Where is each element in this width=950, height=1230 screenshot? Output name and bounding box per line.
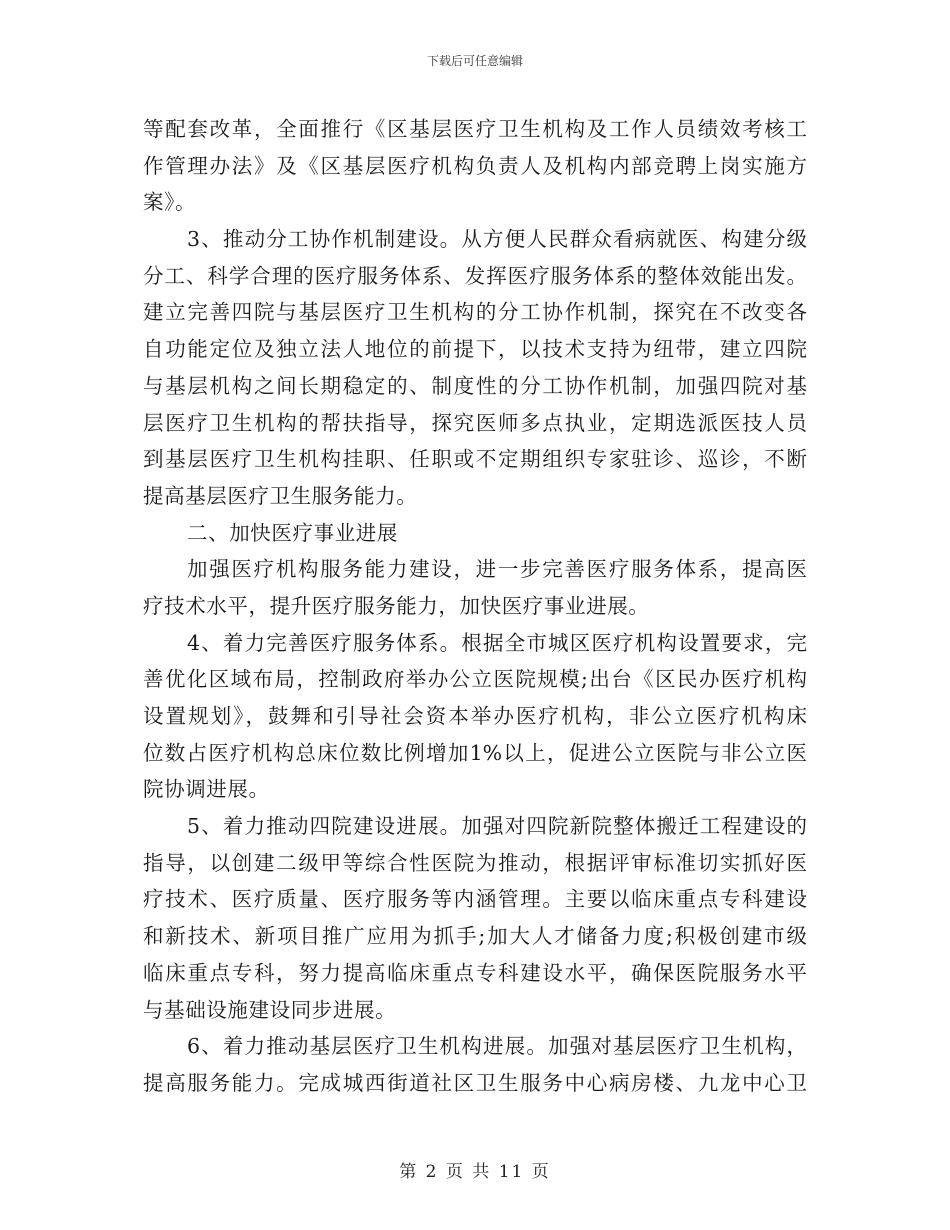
- paragraph-start-line: 加强医疗机构服务能力建设，进一步完善医疗服务体系，提高医: [187, 557, 807, 582]
- page-header: 下载后可任意编辑: [426, 54, 523, 68]
- paragraph-start-line: 6、着力推动基层医疗卫生机构进展。加强对基层医疗卫生机构，: [187, 1034, 807, 1059]
- text-line: 提高基层医疗卫生服务能力。: [143, 483, 418, 508]
- text-line: 善优化区域布局，控制政府举办公立医院规模;出台《区民办医疗机构: [143, 667, 807, 692]
- text-line: 层医疗卫生机构的帮扶指导，探究医师多点执业，定期选派医技人员: [143, 410, 807, 435]
- text-line: 与基础设施建设同步进展。: [143, 997, 397, 1022]
- text-line: 到基层医疗卫生机构挂职、任职或不定期组织专家驻诊、巡诊，不断: [143, 447, 807, 472]
- text-line: 院协调进展。: [143, 777, 270, 802]
- text-line: 自功能定位及独立法人地位的前提下，以技术支持为纽带，建立四院: [143, 337, 807, 362]
- paragraph-start-line: 3、推动分工协作机制建设。从方便人民群众看病就医、构建分级: [187, 227, 807, 252]
- text-line: 建立完善四院与基层医疗卫生机构的分工协作机制，探究在不改变各: [143, 300, 807, 325]
- text-line: 案》。: [143, 190, 197, 215]
- text-line: 和新技术、新项目推广应用为抓手;加大人才储备力度;积极创建市级: [143, 924, 807, 949]
- text-line: 临床重点专科，努力提高临床重点专科建设水平，确保医院服务水平: [143, 960, 807, 985]
- text-line: 疗技术、医疗质量、医疗服务等内涵管理。主要以临床重点专科建设: [143, 887, 807, 912]
- text-line: 作管理办法》及《区基层医疗机构负责人及机构内部竞聘上岗实施方: [143, 153, 807, 178]
- document-body: [143, 111, 807, 1102]
- page-number: 第 2 页 共 11 页: [399, 1162, 551, 1182]
- section-heading: 二、加快医疗事业进展: [187, 520, 398, 545]
- text-line: 提高服务能力。完成城西街道社区卫生服务中心病房楼、九龙中心卫: [143, 1070, 807, 1095]
- text-line: 分工、科学合理的医疗服务体系、发挥医疗服务体系的整体效能出发。: [143, 263, 807, 288]
- paragraph-start-line: 5、着力推动四院建设进展。加强对四院新院整体搬迁工程建设的: [187, 814, 807, 839]
- text-line: 等配套改革，全面推行《区基层医疗卫生机构及工作人员绩效考核工: [143, 117, 807, 141]
- text-line: 设置规划》，鼓舞和引导社会资本举办医疗机构，非公立医疗机构床: [143, 704, 807, 728]
- paragraph-start-line: 4、着力完善医疗服务体系。根据全市城区医疗机构设置要求，完: [187, 630, 807, 655]
- text-line: 指导，以创建二级甲等综合性医院为推动，根据评审标准切实抓好医: [143, 850, 807, 875]
- text-line: 疗技术水平，提升医疗服务能力，加快医疗事业进展。: [143, 593, 650, 618]
- text-line: 与基层机构之间长期稳定的、制度性的分工协作机制，加强四院对基: [143, 373, 807, 398]
- text-line: 位数占医疗机构总床位数比例增加1%以上，促进公立医院与非公立医: [143, 740, 807, 765]
